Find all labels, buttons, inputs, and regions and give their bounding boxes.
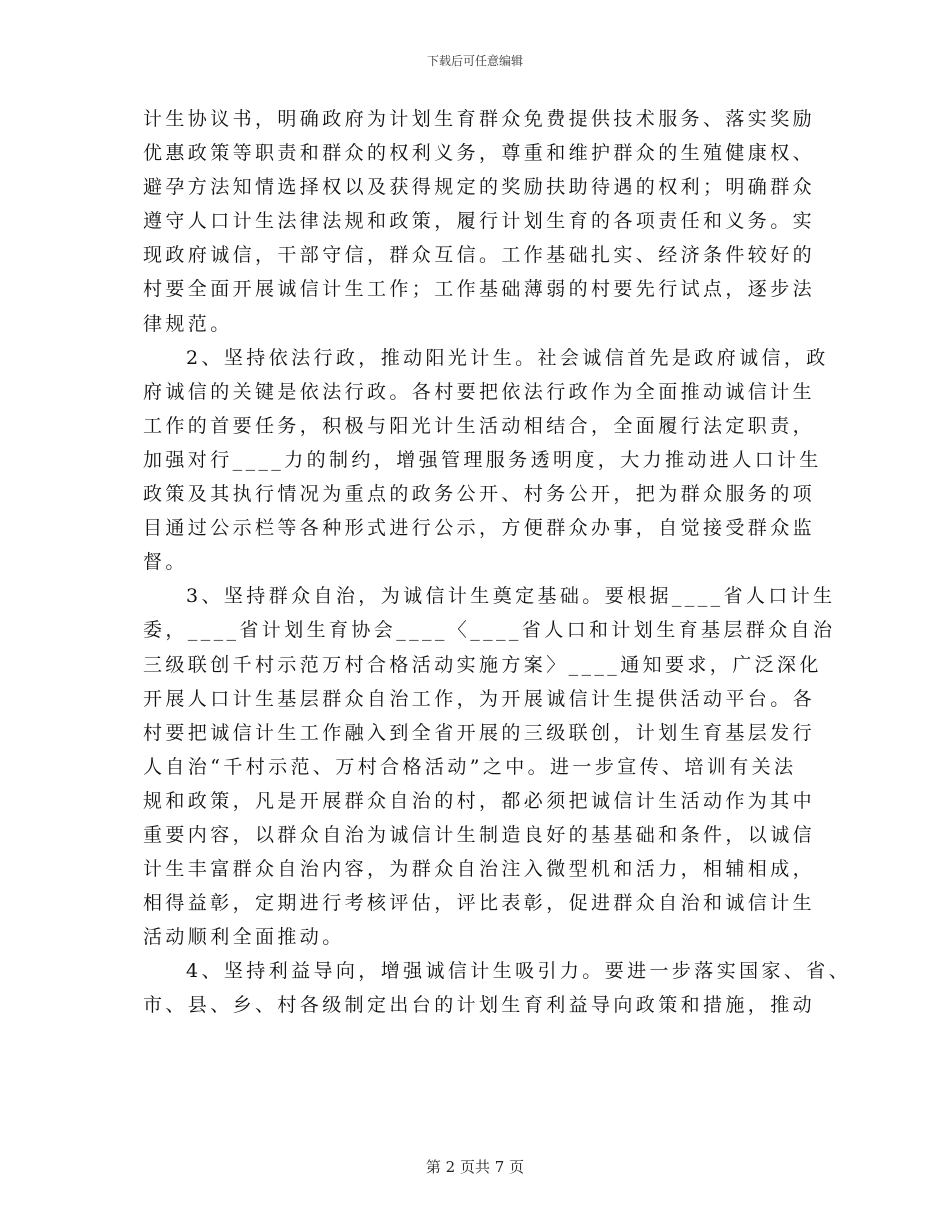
text-line: 律规范。 xyxy=(143,312,233,335)
text-line: 委，____省计划生育协会____〈____省人口和计划生育基层群众自治 xyxy=(143,619,836,642)
text-line: 政策及其执行情况为重点的政务公开、村务公开，把为群众服务的项 xyxy=(143,483,816,506)
text-line: 开展人口计生基层群众自治工作，为开展诚信计生提供活动平台。各 xyxy=(143,687,816,710)
text-line: 人自治“千村示范、万村合格活动”之中。进一步宣传、培训有关法 xyxy=(143,755,797,778)
text-line: 督。 xyxy=(143,551,188,574)
text-line: 计生丰富群众自治内容，为群众自治注入微型机和活力，相辅相成， xyxy=(143,858,816,881)
text-line: 重要内容，以群众自治为诚信计生制造良好的基基础和条件，以诚信 xyxy=(143,823,816,846)
text-line: 工作的首要任务，积极与阳光计生活动相结合，全面履行法定职责， xyxy=(143,414,816,437)
text-line: 三级联创千村示范万村合格活动实施方案〉____通知要求，广泛深化 xyxy=(143,653,822,676)
text-line: 市、县、乡、村各级制定出台的计划生育利益导向政策和措施，推动 xyxy=(143,994,816,1017)
text-line: 村要把诚信计生工作融入到全省开展的三级联创，计划生育基层发行 xyxy=(143,721,816,744)
document-body xyxy=(143,102,852,1023)
text-line: 目通过公示栏等各种形式进行公示，方便群众办事，自觉接受群众监 xyxy=(143,517,816,540)
text-line: 现政府诚信，干部守信，群众互信。工作基础扎实、经济条件较好的 xyxy=(143,244,816,267)
text-line: 村要全面开展诚信计生工作；工作基础薄弱的村要先行试点，逐步法 xyxy=(143,278,816,301)
text-line: 计生协议书，明确政府为计划生育群众免费提供技术服务、落实奖励 xyxy=(143,108,816,130)
paragraph-first-line: 2、坚持依法行政，推动阳光计生。社会诚信首先是政府诚信，政 xyxy=(186,346,829,369)
text-line: 遵守人口计生法律法规和政策，履行计划生育的各项责任和义务。实 xyxy=(143,210,816,233)
page-header: 下载后可任意编辑 xyxy=(426,54,523,68)
text-line: 规和政策，凡是开展群众自治的村，都必须把诚信计生活动作为其中 xyxy=(143,789,816,812)
text-line: 优惠政策等职责和群众的权利义务，尊重和维护群众的生殖健康权、 xyxy=(143,142,816,165)
text-line: 活动顺利全面推动。 xyxy=(143,926,345,949)
paragraph-first-line: 4、坚持利益导向，增强诚信计生吸引力。要进一步落实国家、省、 xyxy=(186,960,852,983)
text-line: 府诚信的关键是依法行政。各村要把依法行政作为全面推动诚信计生 xyxy=(143,380,816,403)
paragraph-first-line: 3、坚持群众自治，为诚信计生奠定基础。要根据____省人口计生 xyxy=(186,585,836,608)
page-footer: 第 2 页共 7 页 xyxy=(425,1158,525,1176)
text-line: 加强对行____力的制约，增强管理服务透明度，大力推动进人口计生 xyxy=(143,448,822,471)
text-line: 相得益彰，定期进行考核评估，评比表彰，促进群众自治和诚信计生 xyxy=(143,892,816,915)
text-line: 避孕方法知情选择权以及获得规定的奖励扶助待遇的权利；明确群众 xyxy=(143,176,816,199)
